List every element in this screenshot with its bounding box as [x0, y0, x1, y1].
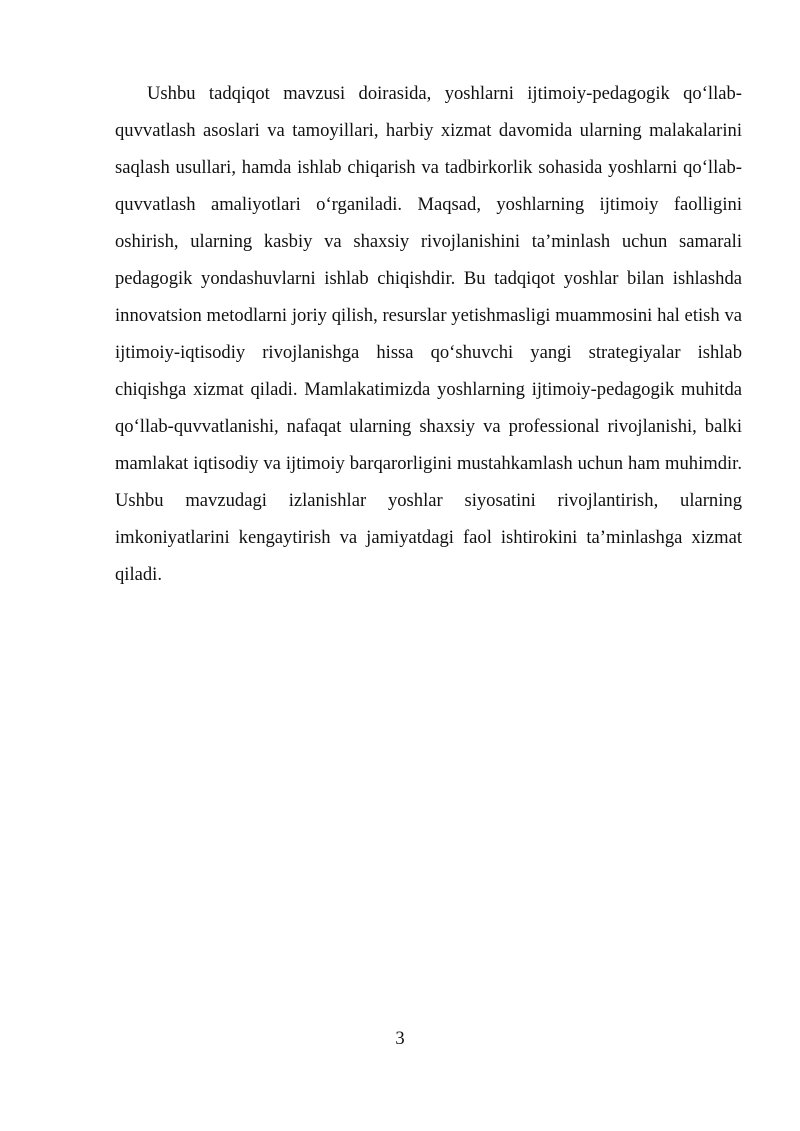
- body-text: [115, 75, 742, 593]
- paragraph: Ushbu tadqiqot mavzusi doirasida, yoshlarni ijtimoiy-pedagogik qo‘llab-quvvatlash asoslari va tamoyillari, harbiy xizmat davomida ularning malakalarini saqlash usullari, hamda ishlab chiqarish va tadbirkorlik sohasida yoshlarni qo‘llab-quvvatlash amaliyotlari o‘rganiladi. Maqsad, yoshlarning ijtimoiy faolligini oshirish, ularning kasbiy va shaxsiy rivojlanishini ta’minlash uchun samarali pedagogik yondashuvlarni ishlab chiqishdir. Bu tadqiqot yoshlar bilan ishlashda innovatsion metodlarni joriy qilish, resurslar yetishmasligi muammosini hal etish va ijtimoiy-iqtisodiy rivojlanishga hissa qo‘shuvchi yangi strategiyalar ishlab chiqishga xizmat qiladi. Mamlakatimizda yoshlarning ijtimoiy-pedagogik muhitda qo‘llab-quvvatlanishi, nafaqat ularning shaxsiy va professional rivojlanishi, balki mamlakat iqtisodiy va ijtimoiy barqarorligini mustahkamlash uchun ham muhimdir. Ushbu mavzudagi izlanishlar yoshlar siyosatini rivojlantirish, ularning imkoniyatlarini kengaytirish va jamiyatdagi faol ishtirokini ta’minlashga xizmat qiladi.: [115, 83, 742, 585]
- page-number: 3: [395, 1028, 405, 1049]
